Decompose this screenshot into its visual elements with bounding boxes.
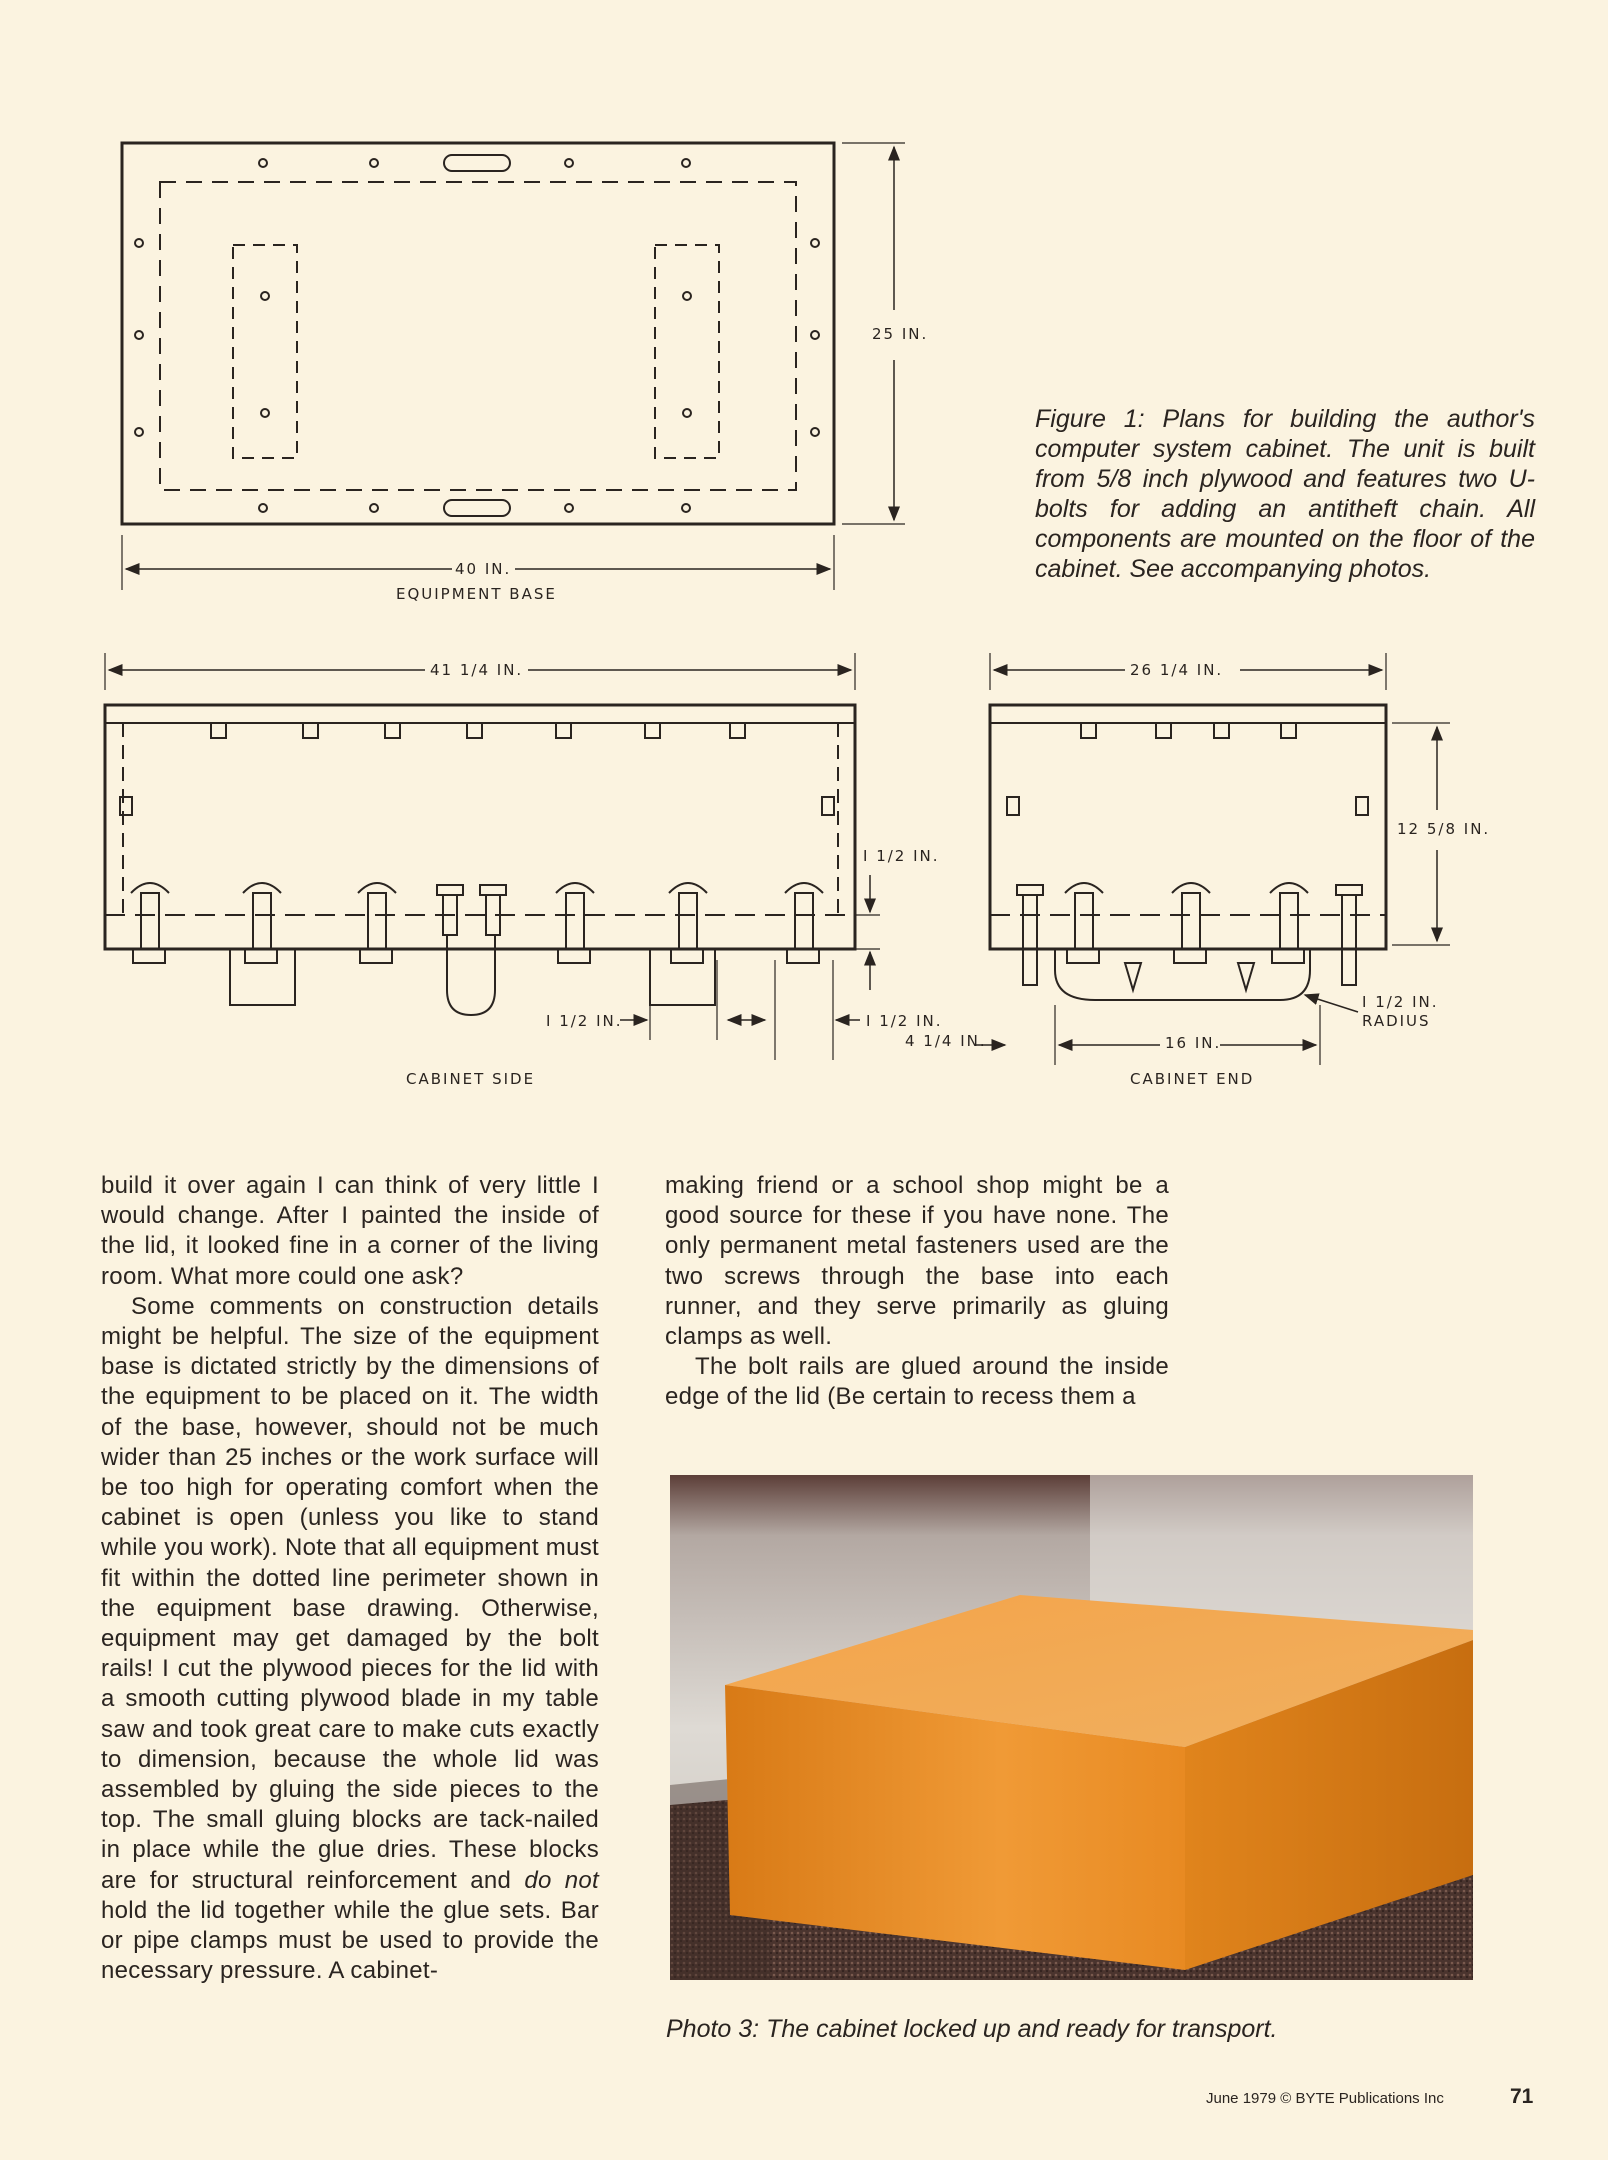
paragraph: The bolt rails are glued around the inside edge of the lid (Be certain to recess them a — [665, 1353, 1169, 1411]
side-width-label: 41 1/4 IN. — [430, 661, 524, 679]
end-radius-label: I 1/2 IN. — [1362, 993, 1439, 1011]
article-column-left — [101, 1171, 599, 1986]
base-height-label: 25 IN. — [872, 325, 929, 343]
cabinet-photo — [670, 1475, 1473, 1980]
base-width-label: 40 IN. — [455, 560, 512, 578]
article-column-right — [665, 1171, 1169, 1413]
side-dim-a: I 1/2 IN. — [863, 847, 940, 865]
paragraph: making friend or a school shop might be a good source for these if you have none. The only permanent metal fasteners used are the two screws through the base into each runner, and they serve primarily as gluing clamps as well. — [665, 1172, 1169, 1351]
end-height-label: 12 5/8 IN. — [1397, 820, 1491, 838]
end-width-label: 26 1/4 IN. — [1130, 661, 1224, 679]
side-dim-b: I 1/2 IN. — [546, 1012, 623, 1030]
equipment-base-title: EQUIPMENT BASE — [396, 585, 557, 603]
end-radius-word: RADIUS — [1362, 1012, 1431, 1030]
footer-credit: June 1979 © BYTE Publications Inc — [1206, 2090, 1444, 2107]
cabinet-side-title: CABINET SIDE — [406, 1070, 536, 1088]
cabinet-end-title: CABINET END — [1130, 1070, 1255, 1088]
side-dim-d: 4 1/4 IN. — [905, 1032, 987, 1050]
side-dim-c: I 1/2 IN. — [866, 1012, 943, 1030]
end-inner-label: 16 IN. — [1165, 1034, 1222, 1052]
page-number: 71 — [1510, 2085, 1534, 2108]
figure-caption: Figure 1: Plans for building the author's computer system cabinet. The unit is built from 5/8 inch plywood and features two U-bolts for adding an antitheft chain. All components are mounted on the floor of the cabinet. See accompanying photos. — [1035, 405, 1535, 583]
paragraph: build it over again I can think of very little I would change. After I painted the inside of the lid, it looked fine in a corner of the living room. What more could one ask? — [101, 1172, 599, 1290]
paragraph: Some comments on construction details might be helpful. The size of the equipment base is dictated strictly by the dimensions of the equipment to be placed on it. The width of the base, however, should not be much wider than 25 inches or the work surface will be too high for operating comfort when the cabinet is open (unless you like to stand while you work). Note that all equipment must fit within the dotted line perimeter shown in the equipment base drawing. Otherwise, equipment may get damaged by the bolt rails! I cut the plywood pieces for the lid with a smooth cutting plywood blade in my table saw and took great care to make cuts exactly to dimension, because the whole lid was assembled by gluing the side pieces to the top. The small gluing blocks are tack-nailed in place while the glue dries. These blocks are for structural reinforcement and do not hold the lid together while the glue sets. Bar or pipe clamps must be used to provide the necessary pressure. A cabinet- — [101, 1292, 600, 1985]
equipment-base-drawing — [122, 143, 905, 590]
photo-caption: Photo 3: The cabinet locked up and ready for transport. — [666, 2015, 1278, 2043]
